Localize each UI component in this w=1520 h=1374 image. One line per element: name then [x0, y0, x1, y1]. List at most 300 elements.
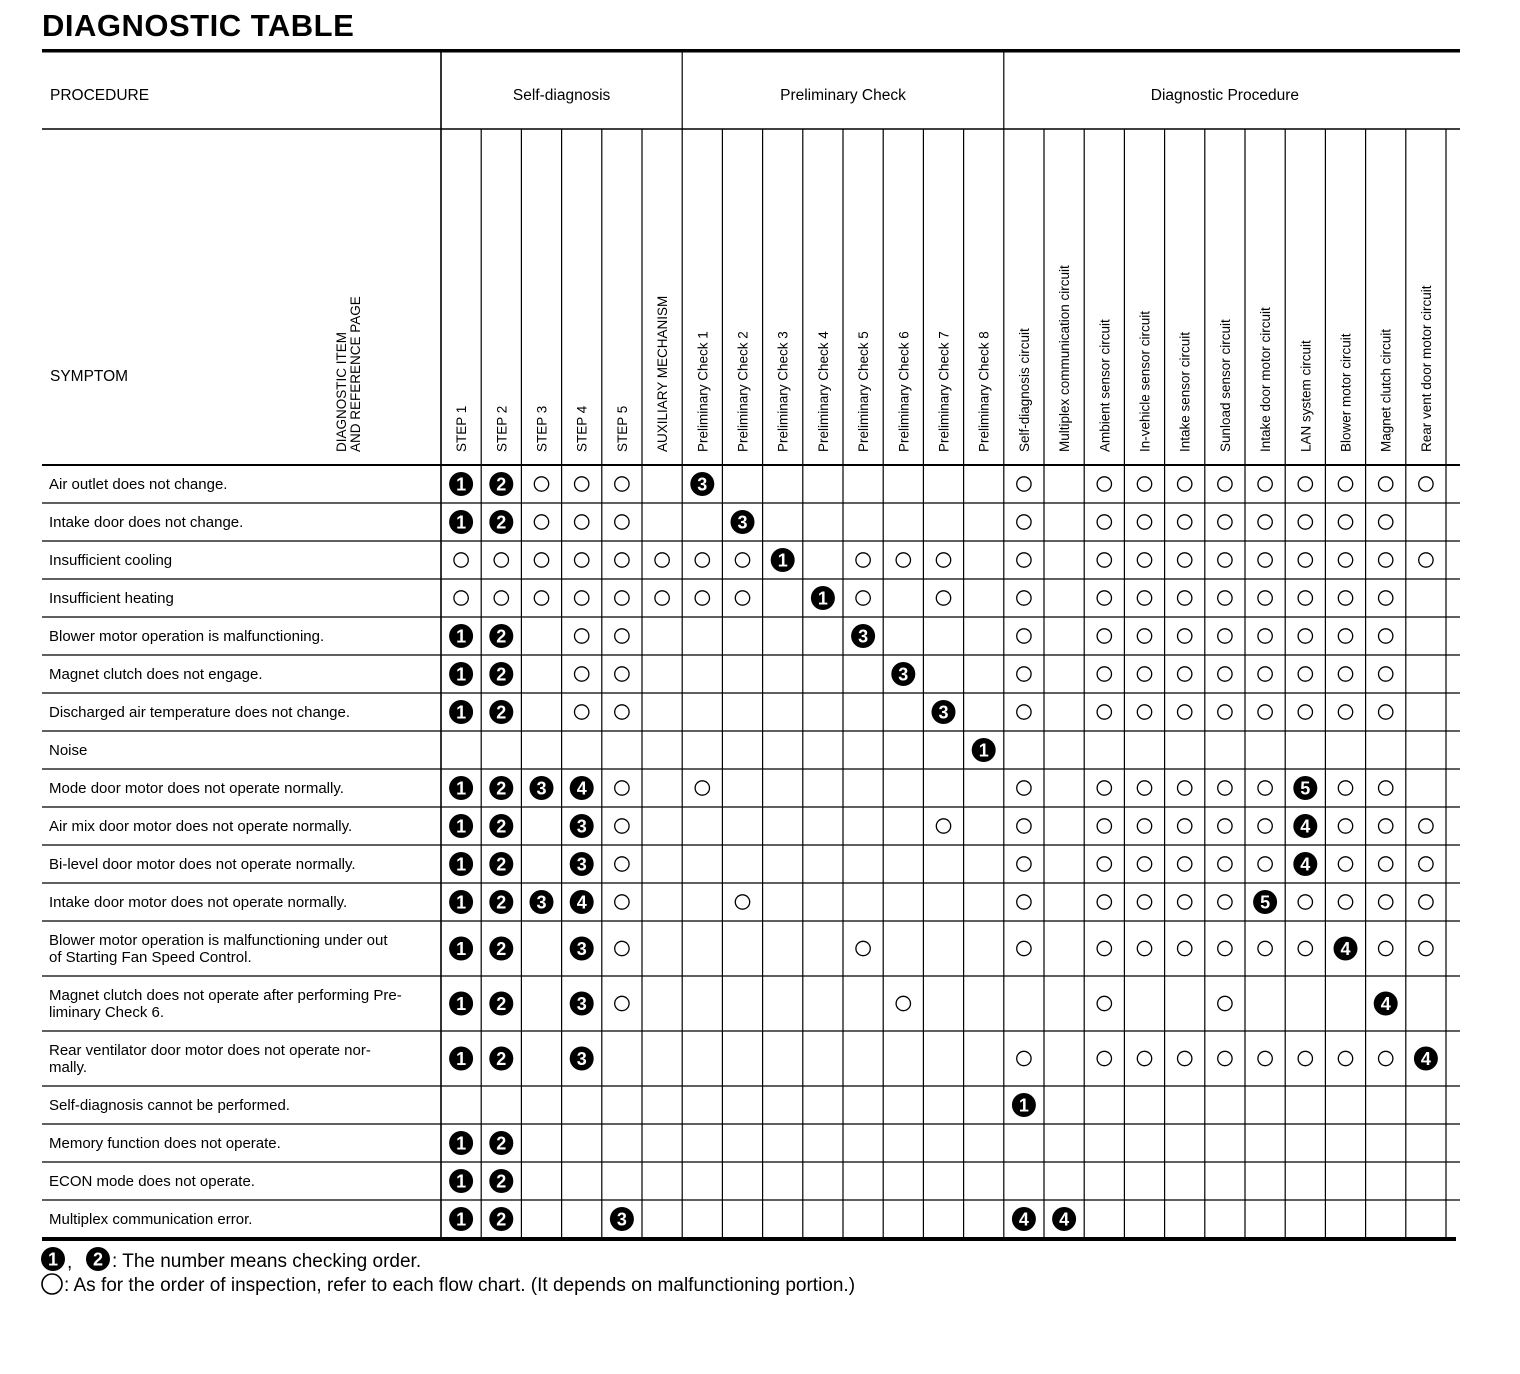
open-circle-mark	[1379, 819, 1393, 833]
open-circle-mark	[1258, 515, 1272, 529]
symptom-text: Air mix door motor does not operate normally.	[49, 818, 353, 835]
order-number-mark	[570, 852, 594, 876]
order-number-mark	[449, 700, 473, 724]
column-header: STEP 3	[534, 405, 550, 452]
open-circle-mark	[1097, 996, 1111, 1010]
order-number-mark	[1414, 1047, 1438, 1071]
open-circle-mark	[1017, 819, 1031, 833]
open-circle-mark	[655, 553, 669, 567]
open-circle-mark	[1178, 1051, 1192, 1065]
symptom-text: Self-diagnosis cannot be performed.	[49, 1097, 290, 1114]
column-header: STEP 2	[494, 405, 510, 452]
column-header: STEP 1	[454, 405, 470, 452]
open-circle-mark	[1137, 515, 1151, 529]
open-circle-mark	[1218, 629, 1232, 643]
symptom-text: Blower motor operation is malfunctioning under out	[49, 932, 388, 949]
open-circle-mark	[1338, 553, 1352, 567]
open-circle-mark	[615, 629, 629, 643]
open-circle-mark	[1017, 553, 1031, 567]
order-number-mark	[570, 776, 594, 800]
open-circle-mark	[1178, 781, 1192, 795]
legend-numbered-text: : The number means checking order.	[112, 1251, 422, 1273]
open-circle-mark	[454, 553, 468, 567]
svg-text:4: 4	[1300, 854, 1311, 875]
page-title: DIAGNOSTIC TABLE	[42, 8, 355, 43]
open-circle-mark	[1379, 705, 1393, 719]
open-circle-mark	[615, 996, 629, 1010]
open-circle-mark	[1017, 515, 1031, 529]
order-number-mark	[1253, 890, 1277, 914]
open-circle-mark	[534, 477, 548, 491]
open-circle-mark	[575, 553, 589, 567]
column-header: Ambient sensor circuit	[1097, 319, 1113, 452]
svg-text:1: 1	[456, 854, 467, 875]
column-header: Preliminary Check 6	[896, 331, 912, 452]
order-number-mark	[1334, 937, 1358, 961]
order-number-mark	[489, 700, 513, 724]
order-number-mark	[449, 510, 473, 534]
order-number-mark	[731, 510, 755, 534]
open-circle-mark	[1338, 895, 1352, 909]
column-header: LAN system circuit	[1298, 340, 1314, 452]
symptom-text: Blower motor operation is malfunctioning.	[49, 628, 325, 645]
svg-text:1: 1	[456, 1049, 467, 1069]
symptom-text: Memory function does not operate.	[49, 1135, 281, 1152]
open-circle-mark	[1379, 629, 1393, 643]
svg-text:2: 2	[92, 1249, 104, 1270]
open-circle-mark	[735, 895, 749, 909]
order-number-mark	[489, 852, 513, 876]
open-circle-mark	[1218, 553, 1232, 567]
open-circle-mark	[735, 553, 749, 567]
svg-text:1: 1	[456, 994, 467, 1014]
svg-text:2: 2	[496, 1209, 507, 1230]
open-circle-mark	[1097, 857, 1111, 871]
open-circle-mark	[1338, 705, 1352, 719]
open-circle-mark	[615, 819, 629, 833]
open-circle-mark	[1017, 477, 1031, 491]
svg-text:4: 4	[1340, 939, 1351, 959]
open-circle-mark	[1097, 705, 1111, 719]
open-circle-mark	[1298, 895, 1312, 909]
column-header: Preliminary Check 8	[976, 331, 992, 452]
svg-text:2: 2	[496, 816, 507, 837]
open-circle-mark	[1097, 629, 1111, 643]
diag-item-label: DIAGNOSTIC ITEM	[334, 331, 349, 452]
svg-text:3: 3	[536, 892, 547, 913]
order-number-mark	[489, 1131, 513, 1155]
order-number-mark	[530, 776, 554, 800]
open-circle-mark	[615, 941, 629, 955]
svg-text:4: 4	[1018, 1209, 1029, 1230]
order-number-mark	[449, 992, 473, 1016]
svg-text:1: 1	[456, 1133, 467, 1154]
svg-text:1: 1	[456, 512, 467, 533]
symptom-text: Intake door motor does not operate normally.	[49, 894, 348, 911]
svg-text:2: 2	[496, 512, 507, 533]
open-circle-mark	[1178, 515, 1192, 529]
open-circle-mark	[1017, 895, 1031, 909]
open-circle-mark	[1137, 857, 1151, 871]
open-circle-mark	[1298, 1051, 1312, 1065]
open-circle-mark	[1379, 591, 1393, 605]
open-circle-mark	[1178, 819, 1192, 833]
open-circle-mark	[1137, 819, 1151, 833]
svg-text:3: 3	[938, 702, 949, 723]
open-circle-mark	[494, 591, 508, 605]
svg-text:1: 1	[817, 588, 828, 609]
svg-text:1: 1	[777, 550, 788, 571]
order-number-mark	[570, 937, 594, 961]
open-circle-mark	[1137, 667, 1151, 681]
legend-number-2	[86, 1247, 110, 1271]
open-circle-mark	[1298, 705, 1312, 719]
open-circle-mark	[1137, 781, 1151, 795]
open-circle-mark	[1379, 781, 1393, 795]
symptom-text: Magnet clutch does not operate after performing Pre-	[49, 987, 402, 1004]
order-number-mark	[489, 814, 513, 838]
open-circle-mark	[1017, 941, 1031, 955]
open-circle-mark	[1017, 781, 1031, 795]
order-number-mark	[489, 1207, 513, 1231]
symptom-text: Insufficient cooling	[49, 552, 173, 569]
column-header: Blower motor circuit	[1338, 333, 1354, 452]
order-number-mark	[570, 890, 594, 914]
svg-text:1: 1	[456, 626, 467, 647]
filled-number-icons	[40, 1246, 112, 1272]
open-circle-mark	[494, 553, 508, 567]
order-number-mark	[449, 1131, 473, 1155]
order-number-mark	[1293, 852, 1317, 876]
symptom-text: Rear ventilator door motor does not operate nor-	[49, 1042, 371, 1059]
bottom-rule	[42, 1237, 1456, 1241]
open-circle-mark	[1258, 781, 1272, 795]
open-circle-mark	[1017, 591, 1031, 605]
order-number-mark	[570, 992, 594, 1016]
open-circle-mark	[1379, 553, 1393, 567]
open-circle-mark	[1017, 1051, 1031, 1065]
group-label: Self-diagnosis	[512, 87, 611, 104]
svg-text:2: 2	[496, 1049, 507, 1069]
order-number-mark	[489, 992, 513, 1016]
svg-text:2: 2	[496, 1133, 507, 1154]
column-header: Multiplex communication circuit	[1057, 265, 1073, 452]
open-circle-mark	[1137, 629, 1151, 643]
open-circle-mark	[936, 553, 950, 567]
order-number-mark	[449, 472, 473, 496]
legend-separator: ,	[67, 1252, 73, 1272]
svg-text:3: 3	[536, 778, 547, 799]
open-circle-mark	[575, 705, 589, 719]
order-number-mark	[489, 776, 513, 800]
order-number-mark	[690, 472, 714, 496]
top-rule	[42, 49, 1460, 53]
order-number-mark	[1012, 1093, 1036, 1117]
open-circle-mark	[1379, 857, 1393, 871]
open-circle-mark	[856, 941, 870, 955]
open-circle-mark	[1097, 941, 1111, 955]
order-number-mark	[932, 700, 956, 724]
open-circle-mark	[856, 591, 870, 605]
open-circle-mark	[1338, 819, 1352, 833]
open-circle-mark	[1419, 941, 1433, 955]
column-header: Self-diagnosis circuit	[1016, 328, 1032, 452]
open-circle-mark	[1218, 941, 1232, 955]
open-circle-mark	[1338, 667, 1352, 681]
group-label: Preliminary Check	[780, 87, 906, 104]
open-circle-mark	[1178, 941, 1192, 955]
open-circle-mark	[1097, 895, 1111, 909]
open-circle-mark	[1097, 477, 1111, 491]
open-circle-mark	[1258, 1051, 1272, 1065]
order-number-mark	[1293, 776, 1317, 800]
open-circle-mark	[695, 553, 709, 567]
column-header: Preliminary Check 5	[856, 331, 872, 452]
open-circle-mark	[1097, 781, 1111, 795]
svg-text:2: 2	[496, 1171, 507, 1192]
open-circle-mark	[615, 857, 629, 871]
legend-circle-text: : As for the order of inspection, refer to each flow chart. (It depends on malfunctioning portion.)	[64, 1275, 856, 1297]
svg-text:4: 4	[1420, 1049, 1431, 1069]
open-circle-mark	[1338, 591, 1352, 605]
open-circle-mark	[1338, 477, 1352, 491]
order-number-mark	[449, 1047, 473, 1071]
order-number-mark	[449, 776, 473, 800]
order-number-mark	[891, 662, 915, 686]
order-number-mark	[449, 937, 473, 961]
svg-text:1: 1	[456, 892, 467, 913]
column-header: STEP 5	[614, 405, 630, 452]
column-header: Preliminary Check 3	[775, 331, 791, 452]
open-circle-mark	[1338, 629, 1352, 643]
svg-text:1: 1	[456, 816, 467, 837]
column-header: Intake sensor circuit	[1177, 331, 1193, 452]
open-circle-mark	[1419, 477, 1433, 491]
open-circle-mark	[695, 591, 709, 605]
column-header: Preliminary Check 4	[815, 331, 831, 452]
column-header: Preliminary Check 2	[735, 331, 751, 452]
open-circle-mark	[1137, 553, 1151, 567]
open-circle-mark	[1258, 941, 1272, 955]
open-circle-mark	[615, 705, 629, 719]
order-number-mark	[570, 814, 594, 838]
symptom-text: Mode door motor does not operate normally.	[49, 780, 344, 797]
svg-text:2: 2	[496, 939, 507, 959]
column-header: Preliminary Check 1	[695, 331, 711, 452]
open-circle-mark	[575, 629, 589, 643]
order-number-mark	[489, 662, 513, 686]
order-number-mark	[489, 472, 513, 496]
open-circle-mark	[1298, 941, 1312, 955]
order-number-mark	[610, 1207, 634, 1231]
open-circle-mark	[896, 996, 910, 1010]
order-number-mark	[449, 852, 473, 876]
open-circle-mark	[1218, 667, 1232, 681]
open-circle-mark	[1097, 515, 1111, 529]
svg-text:4: 4	[1059, 1209, 1070, 1230]
column-header: In-vehicle sensor circuit	[1137, 310, 1153, 452]
svg-text:1: 1	[978, 740, 989, 761]
open-circle-mark	[1298, 629, 1312, 643]
svg-text:1: 1	[456, 939, 467, 959]
open-circle-mark	[615, 515, 629, 529]
open-circle-mark	[1258, 857, 1272, 871]
legend-circle	[40, 1271, 855, 1301]
open-circle-mark	[896, 553, 910, 567]
open-circle-mark	[1379, 477, 1393, 491]
svg-text:3: 3	[576, 994, 587, 1014]
open-circle-mark	[1298, 515, 1312, 529]
svg-text:2: 2	[496, 854, 507, 875]
open-circle-icon	[40, 1271, 64, 1301]
open-circle-mark	[1419, 895, 1433, 909]
open-circle-mark	[1017, 667, 1031, 681]
open-circle-mark	[1258, 819, 1272, 833]
open-circle-mark	[1178, 477, 1192, 491]
open-circle-mark	[1218, 705, 1232, 719]
open-circle-mark	[1137, 1051, 1151, 1065]
open-circle-mark	[575, 667, 589, 681]
order-number-mark	[1012, 1207, 1036, 1231]
svg-text:2: 2	[496, 626, 507, 647]
open-circle-mark	[1137, 895, 1151, 909]
open-circle-mark	[1178, 629, 1192, 643]
open-circle-mark	[1218, 781, 1232, 795]
open-circle-mark	[936, 819, 950, 833]
group-label: Diagnostic Procedure	[1150, 87, 1300, 104]
open-circle-mark	[1338, 781, 1352, 795]
open-circle-mark	[1137, 705, 1151, 719]
open-circle-mark	[1178, 857, 1192, 871]
order-number-mark	[489, 890, 513, 914]
svg-text:3: 3	[898, 664, 909, 685]
open-circle-mark	[1178, 553, 1192, 567]
open-circle-mark	[1137, 477, 1151, 491]
open-circle-mark	[1178, 705, 1192, 719]
open-circle-mark	[1258, 667, 1272, 681]
open-circle-mark	[1298, 553, 1312, 567]
open-circle-mark	[1218, 857, 1232, 871]
order-number-mark	[1374, 992, 1398, 1016]
open-circle-mark	[1218, 515, 1232, 529]
order-number-mark	[449, 662, 473, 686]
open-circle-mark	[1258, 705, 1272, 719]
order-number-mark	[449, 1207, 473, 1231]
open-circle-mark	[1258, 591, 1272, 605]
svg-text:4: 4	[576, 778, 587, 799]
column-header: Magnet clutch circuit	[1378, 328, 1394, 452]
order-number-mark	[449, 1169, 473, 1193]
open-circle-mark	[1097, 591, 1111, 605]
svg-text:1: 1	[456, 702, 467, 723]
open-circle-mark	[1338, 1051, 1352, 1065]
order-number-mark	[1293, 814, 1317, 838]
svg-text:1: 1	[456, 1171, 467, 1192]
svg-text:3: 3	[737, 512, 748, 533]
open-circle-mark	[1258, 553, 1272, 567]
open-circle-mark	[1379, 667, 1393, 681]
open-circle-mark	[1097, 667, 1111, 681]
svg-text:4: 4	[1300, 816, 1311, 837]
order-number-mark	[530, 890, 554, 914]
open-circle-mark	[575, 477, 589, 491]
order-number-mark	[449, 814, 473, 838]
open-circle-mark	[1218, 996, 1232, 1010]
order-number-mark	[489, 937, 513, 961]
open-circle-mark	[1338, 857, 1352, 871]
symptom-text: ECON mode does not operate.	[49, 1173, 255, 1190]
open-circle-mark	[1218, 1051, 1232, 1065]
symptom-text: Intake door does not change.	[49, 514, 244, 531]
svg-text:2: 2	[496, 664, 507, 685]
open-circle-mark	[1218, 477, 1232, 491]
symptom-text: Multiplex communication error.	[49, 1211, 253, 1228]
order-number-mark	[972, 738, 996, 762]
open-circle-mark	[1137, 941, 1151, 955]
symptom-text: Noise	[49, 742, 88, 759]
svg-text:3: 3	[576, 854, 587, 875]
symptom-label: SYMPTOM	[50, 368, 129, 385]
open-circle-mark	[1298, 591, 1312, 605]
open-circle-mark	[1097, 553, 1111, 567]
svg-text:1: 1	[47, 1249, 59, 1270]
svg-text:4: 4	[576, 892, 587, 913]
symptom-text: of Starting Fan Speed Control.	[49, 949, 252, 966]
open-circle-mark	[615, 553, 629, 567]
svg-text:1: 1	[1018, 1095, 1029, 1116]
open-circle-mark	[534, 591, 548, 605]
legend-number-1	[41, 1247, 65, 1271]
open-circle-mark	[1097, 819, 1111, 833]
open-circle-mark	[1218, 895, 1232, 909]
open-circle-mark	[1017, 629, 1031, 643]
open-circle-mark	[615, 477, 629, 491]
svg-text:3: 3	[858, 626, 869, 647]
column-header: AUXILIARY MECHANISM	[655, 295, 671, 452]
svg-text:2: 2	[496, 778, 507, 799]
svg-text:4: 4	[1380, 994, 1391, 1014]
open-circle-mark	[936, 591, 950, 605]
open-circle-mark	[1137, 591, 1151, 605]
open-circle-mark	[1178, 895, 1192, 909]
symptom-text: Air outlet does not change.	[49, 476, 228, 493]
order-number-mark	[449, 890, 473, 914]
open-circle-mark	[575, 515, 589, 529]
open-circle-mark	[575, 591, 589, 605]
column-header: Sunload sensor circuit	[1217, 319, 1233, 452]
open-circle-mark	[1298, 667, 1312, 681]
svg-text:2: 2	[496, 702, 507, 723]
symptom-text: Bi-level door motor does not operate normally.	[49, 856, 356, 873]
open-circle-mark	[615, 591, 629, 605]
open-circle-mark	[695, 781, 709, 795]
order-number-mark	[449, 624, 473, 648]
open-circle-mark	[1419, 857, 1433, 871]
open-circle-mark	[1379, 515, 1393, 529]
svg-text:2: 2	[496, 892, 507, 913]
svg-text:3: 3	[697, 474, 708, 495]
column-header: STEP 4	[574, 405, 590, 452]
open-circle-mark	[856, 553, 870, 567]
order-number-mark	[851, 624, 875, 648]
svg-text:3: 3	[576, 939, 587, 959]
svg-text:5: 5	[1300, 778, 1311, 799]
symptom-text: liminary Check 6.	[49, 1004, 165, 1021]
symptom-text: mally.	[49, 1059, 88, 1076]
procedure-label: PROCEDURE	[50, 87, 150, 104]
open-circle-mark	[1178, 591, 1192, 605]
open-circle-mark	[1419, 553, 1433, 567]
